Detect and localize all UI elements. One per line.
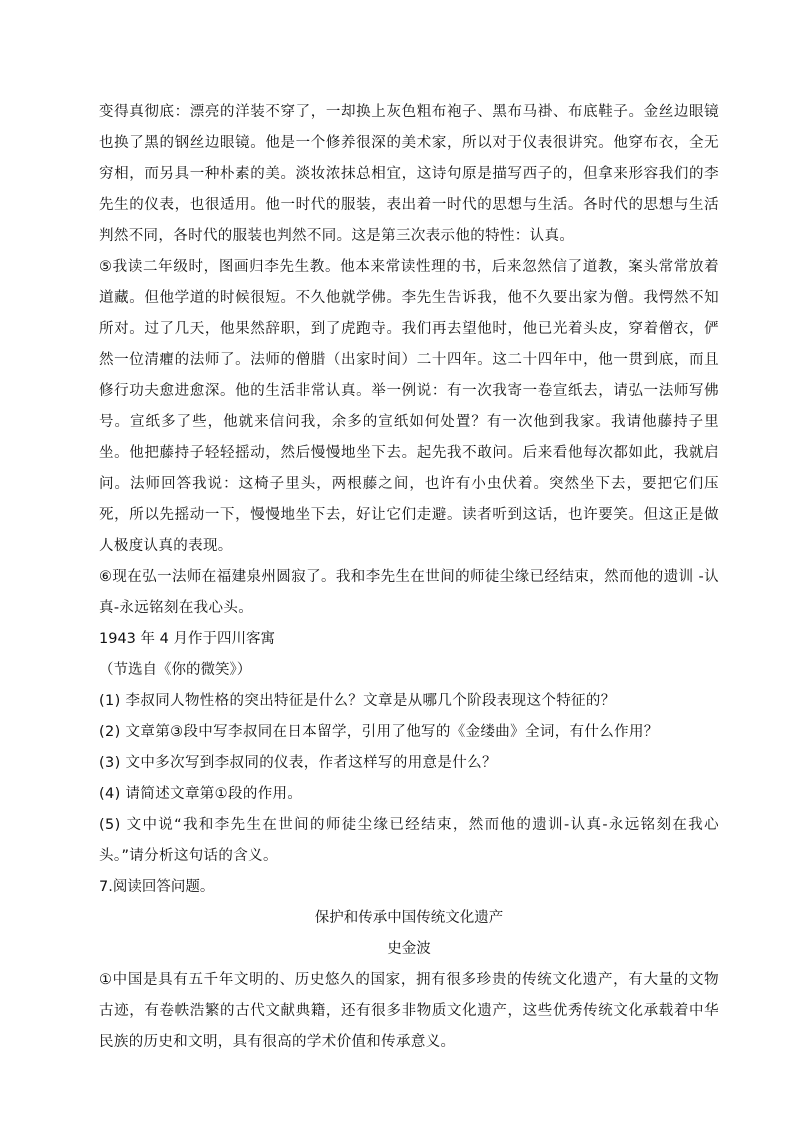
section-7-heading: 7.阅读回答问题。 bbox=[99, 879, 215, 895]
paragraph-continuation: 变得真彻底：漂亮的洋装不穿了，一却换上灰色粗布袍子、黑布马褂、布底鞋子。金丝边眼镜也换了黑的钢丝边眼镜。他是一个修养很深的美术家，所以对于仪表很讲究。他穿布衣，全无穷相，而另具一种朴素的美。淡妆浓抹总相宜，这诗句原是描写西子的，但拿来形容我们的李先生的仪表，也很适用。他一时代的服装，表出着一时代的思想与生活。各时代的思想与生活判然不同，各时代的服装也判然不同。这是第三次表示他的特性：认真。 bbox=[99, 104, 719, 244]
paragraph-5: ⑤我读二年级时，图画归李先生教。他本来常读性理的书，后来忽然信了道教，案头常常放着道藏。但他学道的时候很短。不久他就学佛。李先生告诉我，他不久要出家为僧。我愕然不知所对。过了几天，他果然辞职，到了虎跑寺。我们再去望他时，他已光着头皮，穿着僧衣，俨然一位清癯的法师了。法师的僧腊（出家时间）二十四年。这二十四年中，他一贯到底，而且修行功夫愈进愈深。他的生活非常认真。举一例说：有一次我寄一卷宣纸去，请弘一法师写佛号。宣纸多了些，他就来信问我，余多的宣纸如何处置？有一次他到我家。我请他藤持子里坐。他把藤持子轻轻摇动，然后慢慢地坐下去。起先我不敢问。后来看他每次都如此，我就启问。法师回答我说：这椅子里头，两根藤之间，也许有小虫伏着。突然坐下去，要把它们压死，所以先摇动一下，慢慢地坐下去，好让它们走避。读者听到这话，也许要笑。但这正是做人极度认真的表现。 bbox=[99, 259, 719, 554]
paragraph-6: ⑥现在弘一法师在福建泉州圆寂了。我和李先生在世间的师徒尘缘已经结束，然而他的遗训 -认真-永远铭刻在我心头。 bbox=[99, 569, 719, 616]
article-paragraph-1: ①中国是具有五千年文明的、历史悠久的国家，拥有很多珍贵的传统文化遗产，有大量的文物古迹，有卷帙浩繁的古代文献典籍，还有很多非物质文化遗产，这些优秀传统文化承载着中华民族的历史和文明，具有很高的学术价值和传承意义。 bbox=[99, 972, 719, 1050]
question-2: (2) 文章第③段中写李叔同在日本留学，引用了他写的《金缕曲》全词，有什么作用？ bbox=[99, 724, 659, 740]
question-1: (1) 李叔同人物性格的突出特征是什么？文章是从哪几个阶段表现这个特征的？ bbox=[99, 693, 616, 709]
date-line: 1943 年 4 月作于四川客寓 bbox=[99, 631, 275, 647]
question-4: (4) 请简述文章第①段的作用。 bbox=[99, 786, 303, 802]
question-5: (5) 文中说“我和李先生在世间的师徒尘缘已经结束，然而他的遗训-认真-永远铭刻在我心头。”请分析这句话的含义。 bbox=[99, 817, 719, 864]
article-author: 史金波 bbox=[387, 941, 431, 957]
question-3: (3) 文中多次写到李叔同的仪表，作者这样写的用意是什么？ bbox=[99, 755, 497, 771]
source-line: （节选自《你的微笑》） bbox=[99, 662, 252, 678]
article-title: 保护和传承中国传统文化遗产 bbox=[314, 910, 504, 926]
